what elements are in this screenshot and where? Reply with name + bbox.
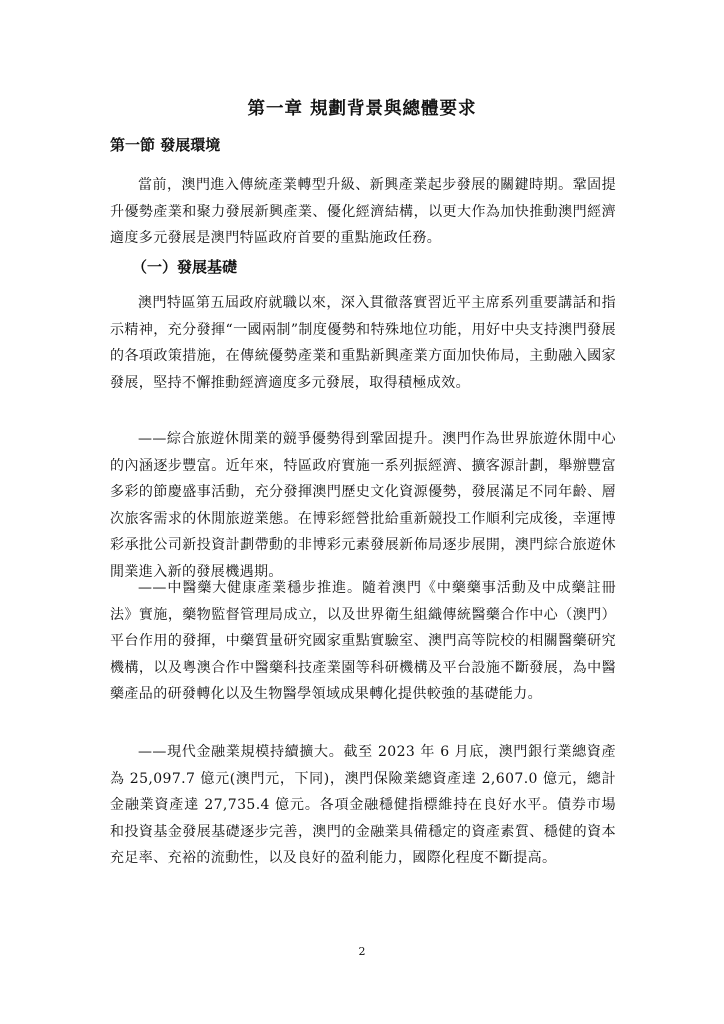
chapter-title: 第一章 規劃背景與總體要求 [247,99,477,119]
paragraph-tcm-health: ——中醫藥大健康產業穩步推進。隨着澳門《中藥藥事活動及中成藥註冊法》實施，藥物監督管理局成立，以及世界衛生組織傳統醫藥合作中心（澳門）平台作用的發揮，中藥質量研究國家重點實驗室、澳門高等院校的相關醫藥研究機構，以及粵澳合作中醫藥科技產業園等科研機構及平台設施不斷發展，為中醫藥產品的研發轉化以及生物醫學領域成果轉化提供較強的基礎能力。 [110,580,616,702]
paragraph-intro: 當前，澳門進入傳統產業轉型升級、新興產業起步發展的關鍵時期。鞏固提升優勢產業和聚力發展新興產業、優化經濟結構，以更大作為加快推動澳門經濟適度多元發展是澳門特區政府首要的重點施政任務。 [110,177,616,246]
paragraph-government-overview: 澳門特區第五屆政府就職以來，深入貫徹落實習近平主席系列重要講話和指示精神，充分發揮“一國兩制”制度優勢和特殊地位功能，用好中央支持澳門發展的各項政策措施，在傳統優勢產業和重點新興產業方面加快佈局，主動融入國家發展，堅持不懈推動經濟適度多元發展，取得積極成效。 [110,295,616,391]
subsection-title: （一）發展基礎 [132,258,238,276]
section-title: 第一節 發展環境 [110,136,221,154]
paragraph-tourism-leisure: ——綜合旅遊休閒業的競爭優勢得到鞏固提升。澳門作為世界旅遊休閒中心的內涵逐步豐富。近年來，特區政府實施一系列振經濟、擴客源計劃，舉辦豐富多彩的節慶盛事活動，充分發揮澳門歷史文化資源優勢，發展滿足不同年齡、層次旅客需求的休閒旅遊業態。在博彩經營批給重新競投工作順利完成後，幸運博彩承批公司新投資計劃帶動的非博彩元素發展新佈局逐步展開，澳門綜合旅遊休閒業進入新的發展機遇期。 [110,431,616,580]
page-number: 2 [358,945,366,958]
paragraph-modern-finance: ——現代金融業規模持續擴大。截至 2023 年 6 月底，澳門銀行業總資產為 25,097.7 億元(澳門元，下同)，澳門保險業總資產達 2,607.0 億元，總計金融業資產達 27,735.4 億元。各項金融穩健指標維持在良好水平。債券市場和投資基金發展基礎逐步完善，澳門的金融業具備穩定的資產素質、穩健的資本充足率、充裕的流動性，以及良好的盈利能力，國際化程度不斷提高。 [110,744,616,866]
